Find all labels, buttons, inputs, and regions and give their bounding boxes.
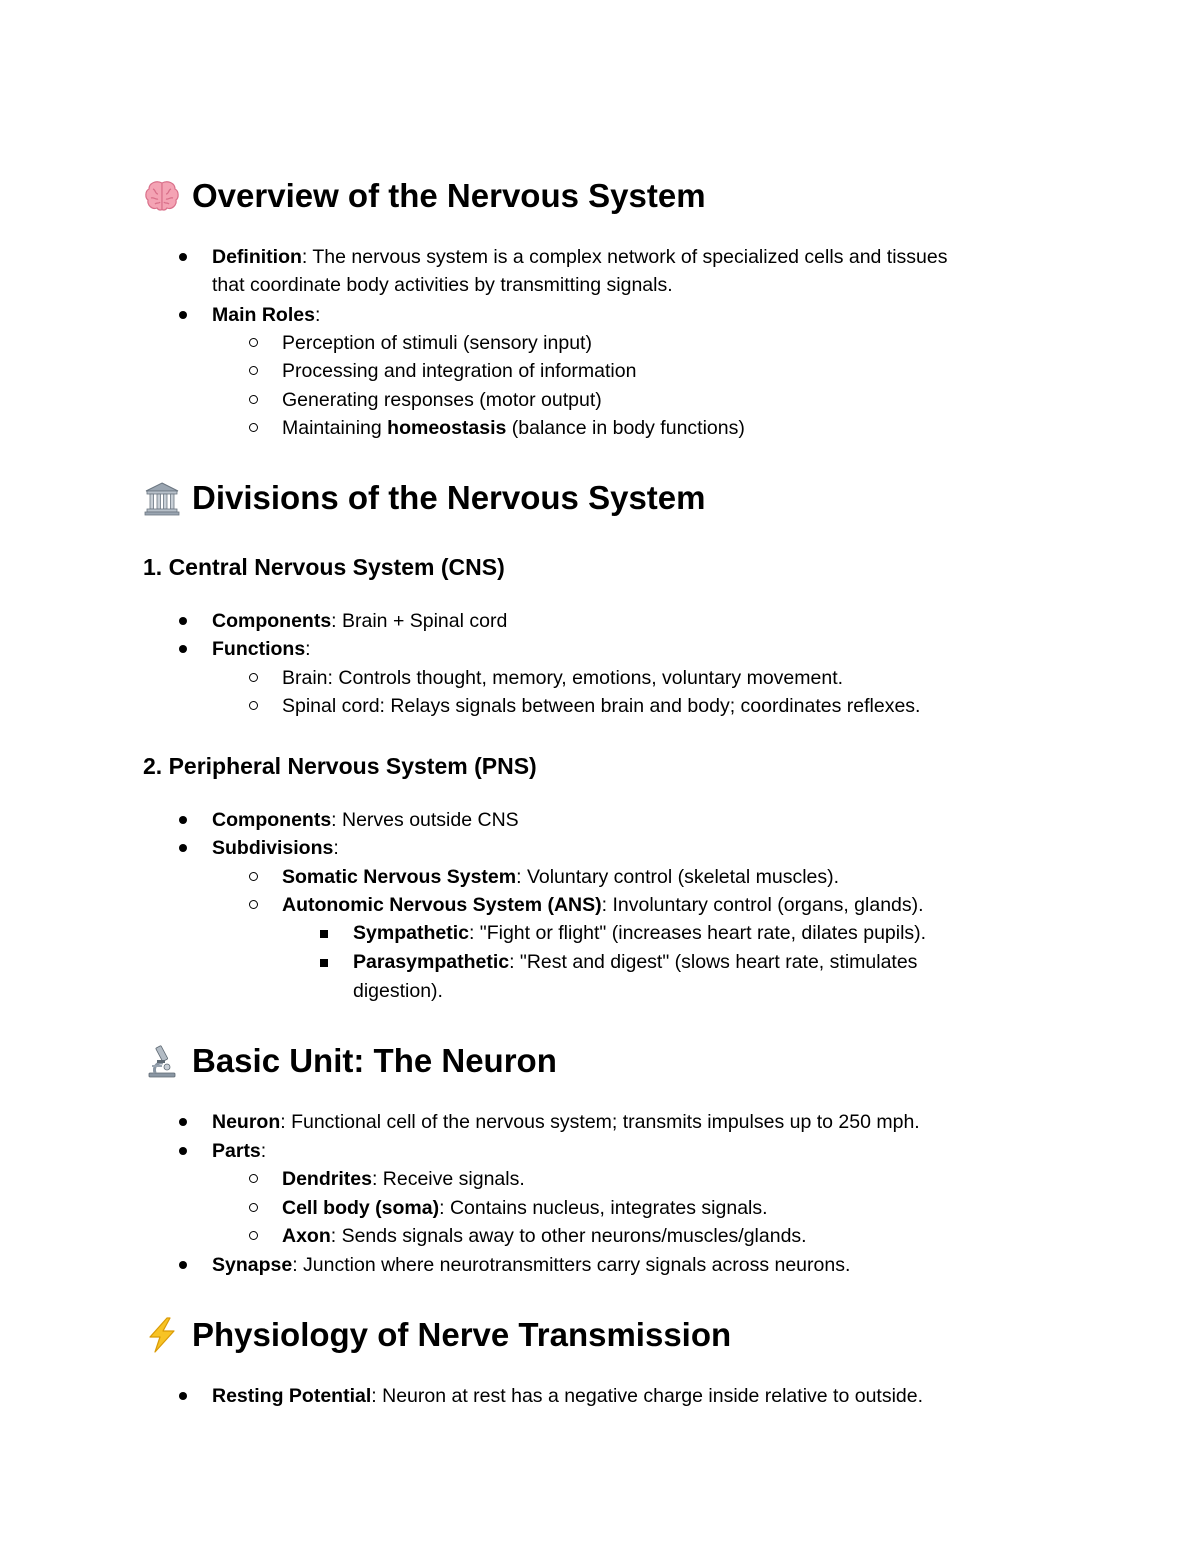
bullet-dot bbox=[179, 253, 187, 261]
term-label: Parasympathetic bbox=[353, 951, 510, 973]
section-heading-text: Divisions of the Nervous System bbox=[192, 479, 706, 516]
list-item-role bbox=[282, 414, 745, 442]
term-text: digestion). bbox=[353, 980, 443, 1002]
list-item-axon bbox=[282, 1222, 807, 1250]
term-label: Neuron bbox=[212, 1111, 281, 1133]
term-label: Main Roles bbox=[212, 304, 315, 326]
bullet-dot bbox=[179, 844, 187, 852]
list-item-main-roles bbox=[212, 301, 320, 329]
list-item-definition bbox=[212, 243, 948, 271]
role-text: Perception of stimuli (sensory input) bbox=[282, 332, 592, 354]
term-text: : Involuntary control (organs, glands). bbox=[601, 894, 924, 916]
bullet-dot bbox=[179, 816, 187, 824]
term-label: Components bbox=[212, 610, 332, 632]
term-text: : Voluntary control (skeletal muscles). bbox=[516, 866, 840, 888]
list-item-role bbox=[282, 357, 636, 385]
classical-building-icon bbox=[143, 479, 181, 517]
bullet-circle bbox=[249, 338, 258, 347]
term-label: Autonomic Nervous System (ANS) bbox=[282, 894, 602, 916]
bullet-dot bbox=[179, 645, 187, 653]
bullet-circle bbox=[249, 1203, 258, 1212]
list-item-functions bbox=[212, 635, 311, 663]
section-heading-text: Basic Unit: The Neuron bbox=[192, 1042, 557, 1079]
term-text: : Neuron at rest has a negative charge inside relative to outside. bbox=[371, 1385, 924, 1407]
term-label: Axon bbox=[282, 1225, 331, 1247]
section-heading-physiology bbox=[143, 1313, 731, 1357]
section-heading-neuron bbox=[143, 1039, 557, 1083]
bullet-dot bbox=[179, 1261, 187, 1269]
term-label: Synapse bbox=[212, 1254, 293, 1276]
term-text: : Receive signals. bbox=[371, 1168, 525, 1190]
term-label: Subdivisions bbox=[212, 837, 334, 859]
section-heading-divisions bbox=[143, 476, 705, 520]
bullet-dot bbox=[179, 1392, 187, 1400]
list-item-function bbox=[282, 692, 920, 720]
bullet-circle bbox=[249, 900, 258, 909]
list-item-components bbox=[212, 607, 507, 635]
list-item-role bbox=[282, 329, 592, 357]
term-text: that coordinate body activities by transmitting signals. bbox=[212, 274, 673, 296]
term-text: : bbox=[333, 837, 339, 859]
list-item-parasympathetic-cont bbox=[353, 977, 443, 1005]
bullet-dot bbox=[179, 1118, 187, 1126]
microscope-icon bbox=[143, 1042, 181, 1080]
term-text: : Junction where neurotransmitters carry signals across neurons. bbox=[292, 1254, 851, 1276]
bullet-dot bbox=[179, 311, 187, 319]
list-item-autonomic bbox=[282, 891, 924, 919]
term-label: Cell body (soma) bbox=[282, 1197, 440, 1219]
list-item-resting-potential bbox=[212, 1382, 923, 1410]
term-text: : bbox=[305, 638, 311, 660]
bullet-circle bbox=[249, 701, 258, 710]
term-text: : The nervous system is a complex network of specialized cells and tissues bbox=[301, 246, 948, 268]
list-item-role bbox=[282, 386, 602, 414]
term-label: Resting Potential bbox=[212, 1385, 372, 1407]
bullet-circle bbox=[249, 1231, 258, 1240]
brain-icon bbox=[143, 177, 181, 215]
function-text: Spinal cord: Relays signals between brain and body; coordinates reflexes. bbox=[282, 695, 921, 717]
term-text: : Functional cell of the nervous system; transmits impulses up to 250 mph. bbox=[280, 1111, 920, 1133]
bullet-dot bbox=[179, 1147, 187, 1155]
term-text: : Sends signals away to other neurons/muscles/glands. bbox=[330, 1225, 807, 1247]
role-text: Processing and integration of information bbox=[282, 360, 637, 382]
list-item-dendrites bbox=[282, 1165, 525, 1193]
bullet-dot bbox=[179, 617, 187, 625]
term-label: Sympathetic bbox=[353, 922, 469, 944]
list-item-components bbox=[212, 806, 519, 834]
section-heading-text: Overview of the Nervous System bbox=[192, 177, 706, 214]
list-item-definition-cont bbox=[212, 271, 673, 299]
term-text: : bbox=[260, 1140, 267, 1162]
list-item-parasympathetic bbox=[353, 948, 917, 976]
list-item-parts bbox=[212, 1137, 266, 1165]
lightning-icon bbox=[143, 1316, 181, 1354]
bullet-circle bbox=[249, 395, 258, 404]
role-text: (balance in body functions) bbox=[506, 417, 745, 439]
term-text: : "Fight or flight" (increases heart rate, dilates pupils). bbox=[468, 922, 927, 944]
term-text: : bbox=[314, 304, 321, 326]
term-label: Functions bbox=[212, 638, 306, 660]
list-item-sympathetic bbox=[353, 919, 926, 947]
bullet-square bbox=[320, 959, 328, 967]
subheading-pns: 2. Peripheral Nervous System (PNS) bbox=[143, 753, 537, 779]
term-text: : Brain + Spinal cord bbox=[331, 610, 508, 632]
term-label: Components bbox=[212, 809, 332, 831]
term-label: Somatic Nervous System bbox=[282, 866, 517, 888]
list-item-subdivisions bbox=[212, 834, 339, 862]
term-label: Dendrites bbox=[282, 1168, 372, 1190]
role-text: Maintaining bbox=[282, 417, 388, 439]
term-text: : Contains nucleus, integrates signals. bbox=[439, 1197, 768, 1219]
term-label: Parts bbox=[212, 1140, 261, 1162]
section-heading-text: Physiology of Nerve Transmission bbox=[192, 1316, 732, 1353]
list-item-neuron bbox=[212, 1108, 920, 1136]
bullet-circle bbox=[249, 366, 258, 375]
list-item-synapse bbox=[212, 1251, 850, 1279]
term-label: Definition bbox=[212, 246, 302, 268]
role-text: Generating responses (motor output) bbox=[282, 389, 602, 411]
role-bold: homeostasis bbox=[387, 417, 507, 439]
list-item-cell-body bbox=[282, 1194, 768, 1222]
term-text: : "Rest and digest" (slows heart rate, stimulates bbox=[509, 951, 918, 973]
subheading-cns: 1. Central Nervous System (CNS) bbox=[143, 554, 505, 580]
list-item-somatic bbox=[282, 863, 839, 891]
bullet-square bbox=[320, 930, 328, 938]
list-item-function bbox=[282, 664, 843, 692]
bullet-circle bbox=[249, 1174, 258, 1183]
function-text: Brain: Controls thought, memory, emotions, voluntary movement. bbox=[282, 667, 844, 689]
term-text: : Nerves outside CNS bbox=[331, 809, 519, 831]
section-heading-overview bbox=[143, 174, 706, 218]
bullet-circle bbox=[249, 673, 258, 682]
bullet-circle bbox=[249, 423, 258, 432]
bullet-circle bbox=[249, 872, 258, 881]
